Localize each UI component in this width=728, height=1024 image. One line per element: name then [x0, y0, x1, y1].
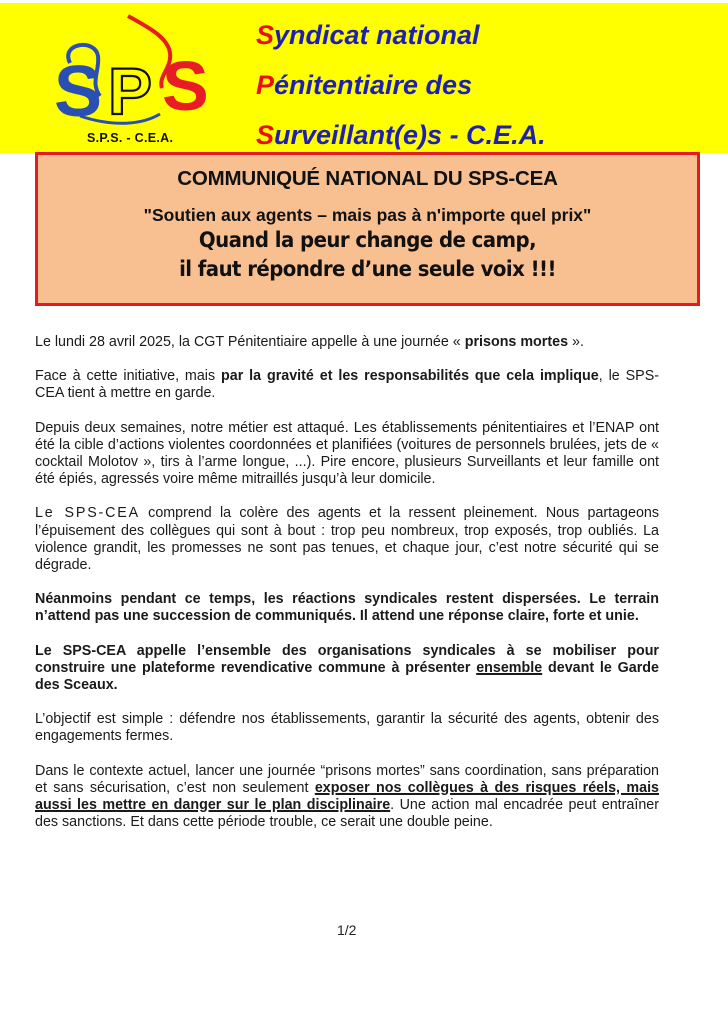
letterhead [0, 3, 728, 153]
communique-slogan [58, 226, 677, 284]
svg-text:S: S [54, 52, 103, 132]
svg-text:P: P [108, 54, 153, 128]
paragraph-8: Dans le contexte actuel, lancer une journée “prisons mortes” sans coordination, sans préparation et sans sécurisation, c’est non seulement exposer nos collègues à des risques réels, mais aussi les mettre en danger sur le plan disciplinaire. Une action mal encadrée peut entraîner des sanctions. Et dans cette période trouble, ce serait une double peine. [35, 762, 659, 831]
svg-text:S: S [162, 47, 209, 125]
ensemble-underlined: ensemble [476, 659, 543, 676]
paragraph-7: L’objectif est simple : défendre nos établissements, garantir la sécurité des agents, obtenir des engagements fermes. [35, 711, 659, 745]
slogan-line-2: il faut répondre d’une seule voix !!! [179, 257, 556, 281]
sps-logo [40, 8, 240, 148]
paragraph-3: Depuis deux semaines, notre métier est attaqué. Les établissements pénitentiaires et l’ENAP ont été la cible d’actions violentes coordonnées et planifiées (voitures de personnels brulées, jets de « cocktail Molotov », tirs à l’arme longue, ...). Pire encore, plusieurs Surveillants et leur famille ont été épiés, agressés voire même mitraillés jusqu’à leur domicile. [35, 419, 659, 488]
paragraph-4: Le SPS-CEA comprend la colère des agents et la ressent pleinement. Nous partageons l’épuisement des collègues qui sont à bout : trop peu nombreux, trop exposés, trop oubliés. La violence grandit, les promesses ne sont pas tenues, et chaque jour, c’est notre sécurité qui se dégrade. [35, 505, 660, 574]
page-number: 1/2 [337, 922, 357, 938]
communique-quote: "Soutien aux agents – mais pas à n'importe quel prix" [143, 205, 592, 225]
union-name-line-1: Syndicat national [256, 20, 480, 50]
paragraph-1: Le lundi 28 avril 2025, la CGT Pénitentiaire appelle à une journée « prisons mortes ». [35, 334, 584, 350]
paragraph-2: Face à cette initiative, mais par la gravité et les responsabilités que cela implique, le SPS- CEA tient à mettre en garde. [35, 368, 659, 402]
logo-caption: S.P.S. - C.E.A. [87, 131, 174, 145]
slogan-line-1: Quand la peur change de camp, [198, 228, 537, 252]
union-name [256, 13, 546, 163]
paragraph-6: Le SPS-CEA appelle l’ensemble des organisations syndicales à se mobiliser pour construire une plateforme revendicative commune à présenter ensemble devant le Garde des Sceaux. [35, 642, 659, 694]
union-name-line-3: Surveillant(e)s - C.E.A. [256, 120, 546, 150]
communique-banner [35, 152, 700, 306]
prisons-mortes-emphasis: prisons mortes [464, 334, 569, 350]
sps-cea-spaced: Le SPS-CEA [35, 505, 140, 522]
communique-body [35, 334, 659, 848]
gravity-emphasis: par la gravité et les responsabilités que cela implique [221, 368, 599, 385]
union-name-line-2: Pénitentiaire des [256, 70, 473, 100]
communique-title: COMMUNIQUÉ NATIONAL DU SPS-CEA [177, 167, 558, 190]
paragraph-5: Néanmoins pendant ce temps, les réactions syndicales restent dispersées. Le terrain n’attend pas une succession de communiqués. Il attend une réponse claire, forte et unie. [35, 591, 659, 625]
risk-warning-emphasis: exposer nos collègues à des risques réels, mais aussi les mettre en danger sur le plan disciplinaire [35, 779, 659, 814]
sps-logo-icon [40, 8, 240, 148]
